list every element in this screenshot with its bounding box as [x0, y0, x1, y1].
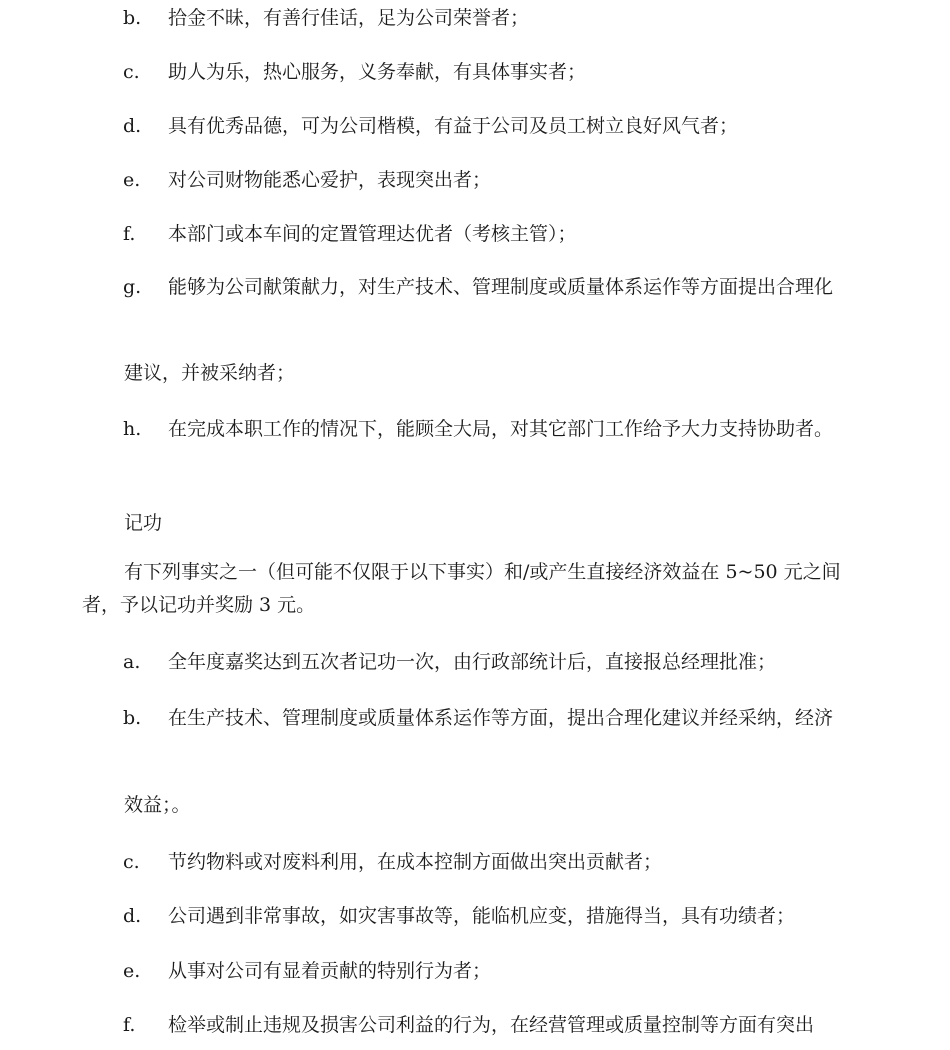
item-label: b.: [123, 7, 142, 29]
item-label: b.: [123, 707, 142, 729]
list-item: [82, 646, 872, 679]
list-item: [82, 56, 872, 89]
item-text: 检举或制止违规及损害公司利益的行为，在经营管理或质量控制等方面有突出: [168, 1014, 815, 1036]
item-label: f.: [123, 223, 136, 245]
list-item: [82, 164, 872, 197]
item-label: c.: [123, 851, 140, 873]
list-item: [82, 271, 872, 304]
list-item: [82, 413, 872, 446]
item-label: d.: [123, 115, 142, 137]
item-text: 拾金不昧，有善行佳话，足为公司荣誉者；: [168, 7, 530, 29]
list-item: [82, 846, 872, 879]
list-item: [82, 955, 872, 988]
item-text: 在生产技术、管理制度或质量体系运作等方面，提出合理化建议并经采纳，经济: [168, 707, 834, 729]
item-text: 能够为公司献策献力，对生产技术、管理制度或质量体系运作等方面提出合理化: [168, 276, 834, 298]
item-text: 助人为乐，热心服务，义务奉献，有具体事实者；: [168, 61, 587, 83]
item-text: 本部门或本车间的定置管理达优者（考核主管）；: [168, 223, 577, 245]
item-label: f.: [123, 1014, 136, 1036]
list-item: [82, 2, 872, 35]
item-label: a.: [123, 651, 141, 673]
list-item: [82, 900, 872, 933]
continuation-line: 效益；。: [124, 794, 191, 816]
item-label: e.: [123, 169, 141, 191]
item-text: 在完成本职工作的情况下，能顾全大局，对其它部门工作给予大力支持协助者。: [168, 418, 834, 440]
item-label: h.: [123, 418, 142, 440]
item-label: g.: [123, 276, 142, 298]
section-intro: 有下列事实之一（但可能不仅限于以下事实）和/或产生直接经济效益在 5~50 元之间者，予以记功并奖励 3 元。: [82, 561, 841, 616]
section-heading: 记功: [124, 512, 163, 534]
list-item: [82, 218, 872, 251]
item-text: 从事对公司有显着贡献的特别行为者；: [168, 960, 492, 982]
item-text: 公司遇到非常事故，如灾害事故等，能临机应变，措施得当，具有功绩者；: [168, 905, 796, 927]
item-text: 节约物料或对废料利用，在成本控制方面做出突出贡献者；: [168, 851, 663, 873]
list-item: [82, 702, 872, 735]
list-item: [82, 110, 872, 143]
item-label: e.: [123, 960, 141, 982]
item-text: 具有优秀品德，可为公司楷模，有益于公司及员工树立良好风气者；: [168, 115, 739, 137]
item-text: 对公司财物能悉心爱护，表现突出者；: [168, 169, 492, 191]
item-label: c.: [123, 61, 140, 83]
list-item: [82, 1009, 872, 1042]
item-label: d.: [123, 905, 142, 927]
item-text: 全年度嘉奖达到五次者记功一次，由行政部统计后，直接报总经理批准；: [168, 651, 777, 673]
continuation-line: 建议，并被采纳者；: [124, 362, 296, 384]
